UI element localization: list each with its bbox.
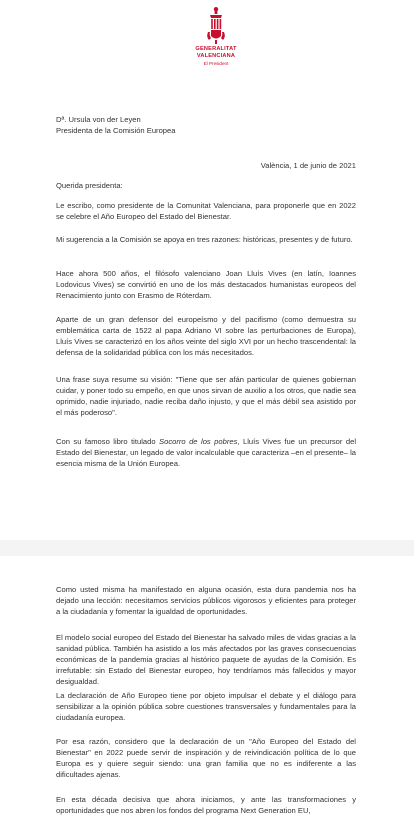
recipient-name: Dª. Ursula von der Leyen — [56, 115, 141, 124]
salutation: Querida presidenta: — [56, 181, 123, 190]
letterhead-logo — [186, 6, 246, 67]
paragraph: Mi sugerencia a la Comisión se apoya en tres razones: históricas, presentes y de futuro. — [56, 235, 353, 244]
paragraph-text: , Lluís Vives fue un precursor del Estado del Bienestar, un legado de valor incalculable que caracteriza –en el presente– la esencia misma de la Unión Europea. — [56, 437, 356, 468]
letter-date: València, 1 de junio de 2021 — [260, 161, 356, 170]
paragraph-text: Con su famoso libro titulado — [56, 437, 160, 446]
paragraph: El modelo social europeo del Estado del Bienestar ha salvado miles de vidas gracias a la sanidad pública. También ha asistido a los más afectados por las graves consecuencias económicas de la pandemia gracias al histórico paquete de ayudas de la Comisión. Es irrefutable: sin Estado del Bienestar europeo, hoy tendríamos más fallecidos y mayor desigualdad. — [56, 633, 356, 686]
logo-text-generalitat: GENERALITAT — [195, 46, 237, 52]
paragraph — [56, 436, 356, 469]
paragraph: Le escribo, como presidente de la Comunitat Valenciana, para proponerle que en 2022 se celebre el Año Europeo del Estado del Bienestar. — [56, 201, 356, 221]
paragraph: Por esa razón, considero que la declaración de un "Año Europeo del Estado del Bienestar" en 2022 puede servir de inspiración y de reivindicación política de lo que Europa es y quiere seguir siendo: una gran familia que no es indiferente a las dificultades ajenas. — [56, 737, 356, 779]
paragraph: La declaración de Año Europeo tiene por objeto impulsar el debate y el diálogo para sensibilizar a la opinión pública sobre cuestiones transversales y fundamentales para la ciudadanía europea. — [56, 691, 356, 722]
paragraph: En esta década decisiva que ahora iniciamos, y ante las transformaciones y oportunidades que nos abren los fondos del programa Next Generation EU, — [56, 795, 356, 815]
paragraph: Como usted misma ha manifestado en alguna ocasión, esta dura pandemia nos ha dejado una lección: necesitamos servicios públicos vigorosos y eficientes para proteger a la ciudadanía y fomentar la igualdad de oportunidades. — [56, 585, 356, 616]
letter-page-2 — [0, 556, 414, 817]
logo-text-valenciana: VALENCIANA — [196, 53, 236, 59]
recipient-title: Presidenta de la Comisión Europea — [56, 126, 176, 135]
logo-text-president: El President — [203, 61, 229, 66]
paragraph: Hace ahora 500 años, el filósofo valenciano Joan Lluís Vives (en latín, Ioannes Lodovicus Vives) se convirtió en uno de los más destacados humanistas europeos del Renacimiento junto con Erasmo de Róterdam. — [56, 269, 356, 300]
coat-of-arms-icon — [206, 6, 226, 46]
recipient-block — [56, 114, 356, 136]
paragraph: Una frase suya resume su visión: "Tiene que ser afán particular de quienes gobiernan cuidar, y poner todo su empeño, en que unos sirvan de auxilio a los otros, que nadie sea oprimido, nadie injuriado, nadie reciba daño injusto, y que el más débil sea asistido por el más poderoso". — [56, 375, 356, 417]
page-separator — [0, 540, 414, 556]
paragraph: Aparte de un gran defensor del europeísmo y del pacifismo (como demuestra su emblemática carta de 1522 al papa Adriano VI sobre las perturbaciones de Europa), Lluís Vives se caracterizó en los años veinte del siglo XVI por un hecho trascendental: la defensa de la solidaridad pública con los más necesitados. — [56, 315, 356, 357]
book-title: Socorro de los pobres — [159, 437, 238, 446]
